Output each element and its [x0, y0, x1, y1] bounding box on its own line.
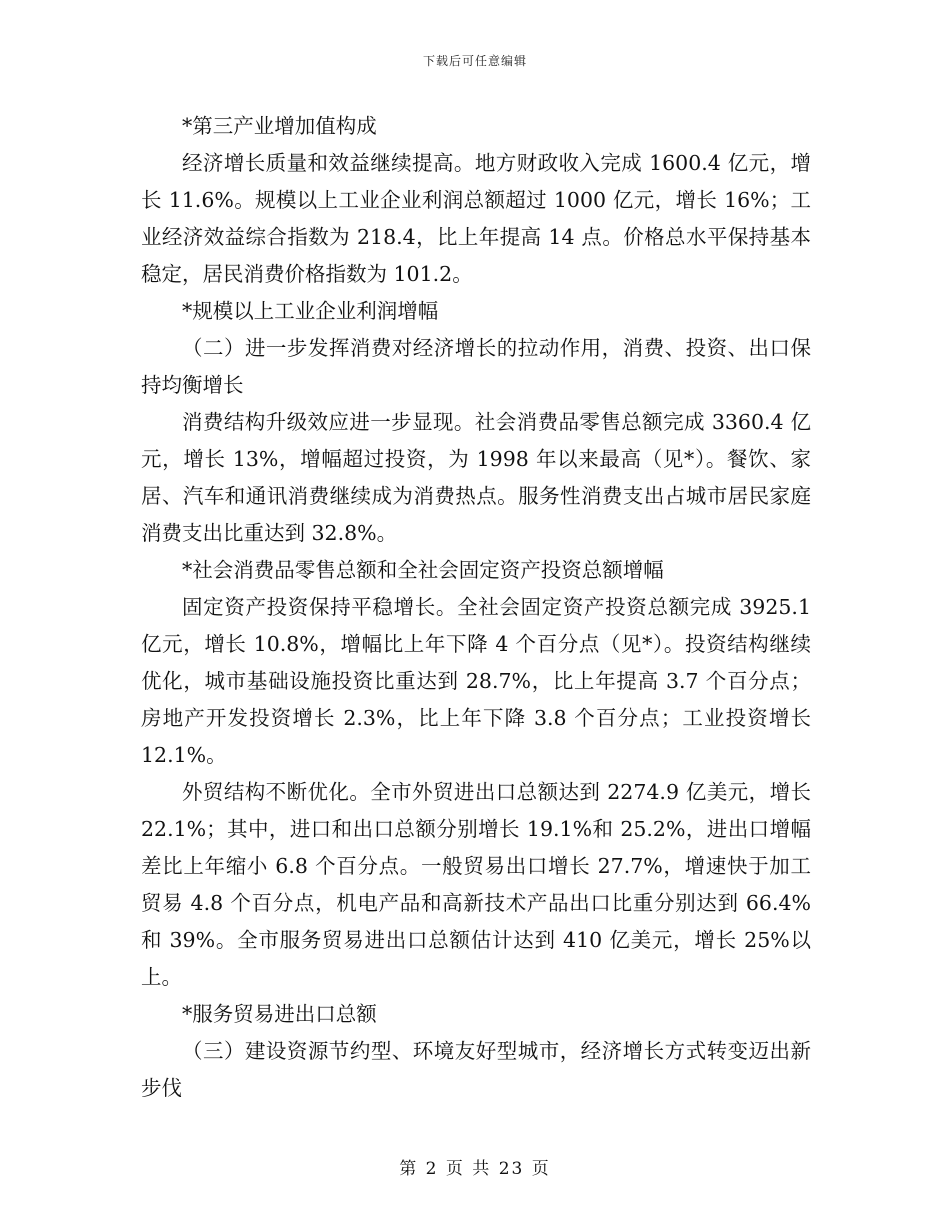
paragraph-foreign-trade: 外贸结构不断优化。全市外贸进出口总额达到 2274.9 亿美元，增长 22.1%；其中，进口和出口总额分别增长 19.1%和 25.2%，进出口增幅差比上年缩小 6.8 个百分点。一般贸易出口增长 27.7%，增速快于加工贸易 4.8 个百分点，机电产品和高新技术产品出口比重分别达到 66.4%和 39%。全市服务贸易进出口总额估计达到 410 亿美元，增长 25%以上。	[141, 780, 811, 989]
paragraph-economic-quality: 经济增长质量和效益继续提高。地方财政收入完成 1600.4 亿元，增长 11.6%。规模以上工业企业利润总额超过 1000 亿元，增长 16%；工业经济效益综合指数为 218.4，比上年提高 14 点。价格总水平保持基本稳定，居民消费价格指数为 101.2。	[141, 151, 811, 286]
section-heading-consumption: （二）进一步发挥消费对经济增长的拉动作用，消费、投资、出口保持均衡增长	[141, 336, 811, 397]
chart-caption-retail-investment: *社会消费品零售总额和全社会固定资产投资总额增幅	[182, 558, 664, 582]
paragraph-consumption: 消费结构升级效应进一步显现。社会消费品零售总额完成 3360.4 亿元，增长 13%，增幅超过投资，为 1998 年以来最高（见*）。餐饮、家居、汽车和通讯消费继续成为消费热点。服务性消费支出占城市居民家庭消费支出比重达到 32.8%。	[141, 410, 811, 545]
document-body	[141, 108, 811, 1107]
paragraph-fixed-investment: 固定资产投资保持平稳增长。全社会固定资产投资总额完成 3925.1 亿元，增长 10.8%，增幅比上年下降 4 个百分点（见*）。投资结构继续优化，城市基础设施投资比重达到 28.7%，比上年提高 3.7 个百分点；房地产开发投资增长 2.3%，比上年下降 3.8 个百分点；工业投资增长 12.1%。	[141, 595, 811, 767]
section-heading-resource-saving: （三）建设资源节约型、环境友好型城市，经济增长方式转变迈出新步伐	[141, 1039, 811, 1100]
chart-caption-service-trade: *服务贸易进出口总额	[182, 1002, 377, 1026]
page-footer: 第 2 页 共 23 页	[399, 1159, 551, 1179]
chart-caption-tertiary-industry: *第三产业增加值构成	[182, 114, 377, 138]
chart-caption-industrial-profit: *规模以上工业企业利润增幅	[182, 299, 439, 323]
page-header: 下载后可任意编辑	[422, 54, 527, 68]
